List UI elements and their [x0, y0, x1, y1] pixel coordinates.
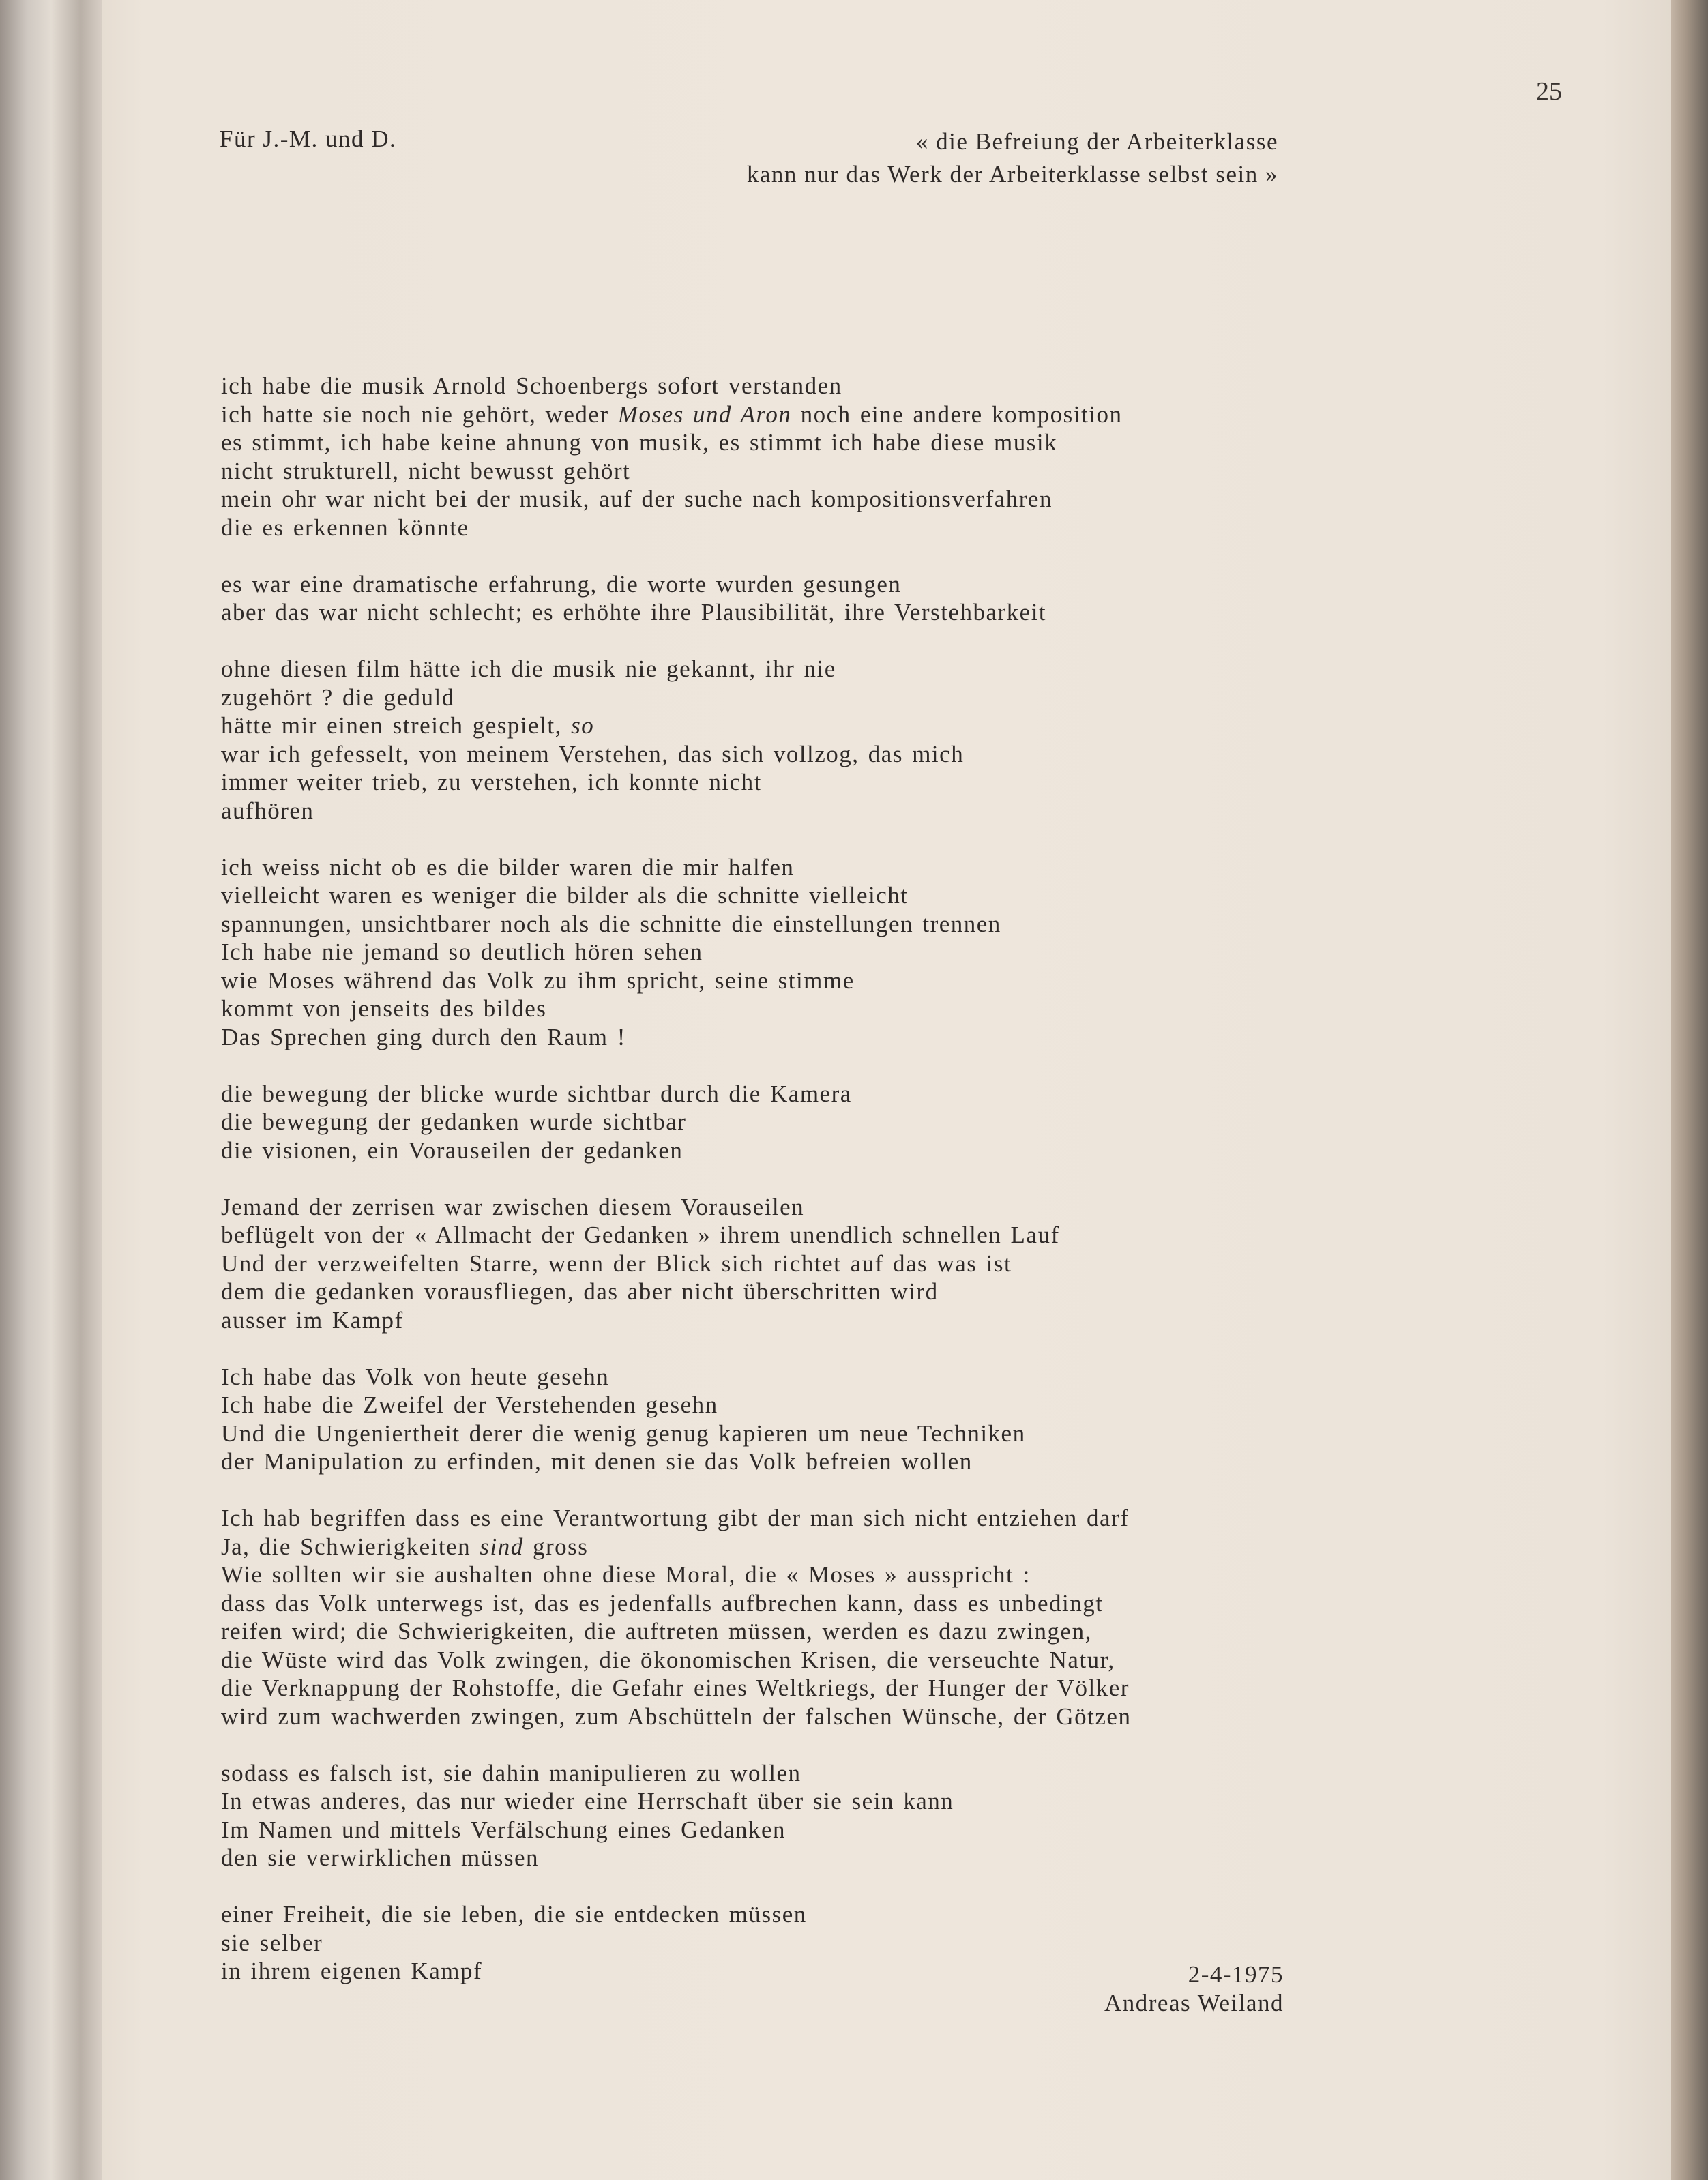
poem-line: zugehört ? die geduld [221, 683, 455, 711]
line-text: noch eine andere komposition [791, 400, 1123, 428]
poem-line: die Wüste wird das Volk zwingen, die ökonomischen Krisen, die verseuchte Natur, [221, 1646, 1115, 1673]
poem-line: reifen wird; die Schwierigkeiten, die auftreten müssen, werden es dazu zwingen, [221, 1618, 1092, 1645]
emphasis: sind [480, 1533, 524, 1560]
poem-line: die bewegung der blicke wurde sichtbar durch die Kamera [221, 1080, 852, 1107]
stanza [221, 1759, 1340, 1872]
poem-line: mein ohr war nicht bei der musik, auf der suche nach kompositionsverfahren [221, 486, 1052, 512]
work-title: Moses und Aron [617, 400, 792, 428]
poem-line: vielleicht waren es weniger die bilder als die schnitte vielleicht [221, 882, 909, 909]
poem-line [221, 711, 1340, 740]
poem-line: dass das Volk unterwegs ist, das es jedenfalls aufbrechen kann, dass es unbedingt [221, 1589, 1104, 1617]
poem-line: war ich gefesselt, von meinem Verstehen, das sich vollzog, das mich [221, 740, 965, 767]
stanza [221, 1504, 1340, 1730]
poem-line: es war eine dramatische erfahrung, die worte wurden gesungen [221, 570, 902, 598]
poem-date: 2-4-1975 [1188, 1961, 1284, 1988]
book-spine-shadow [0, 0, 102, 2180]
poem-line: Und die Ungeniertheit derer die wenig genug kapieren um neue Techniken [221, 1419, 1026, 1447]
poem-line: wird zum wachwerden zwingen, zum Abschütteln der falschen Wünsche, der Götzen [221, 1703, 1132, 1730]
line-text: hätte mir einen streich gespielt, [221, 712, 572, 739]
poem-line: die visionen, ein Vorauseilen der gedanken [221, 1136, 683, 1164]
poem-line: ich weiss nicht ob es die bilder waren die mir halfen [221, 853, 795, 881]
poem [221, 372, 1340, 2014]
poem-line: In etwas anderes, das nur wieder eine Herrschaft über sie sein kann [221, 1788, 954, 1814]
poem-line: Und der verzweifelten Starre, wenn der Blick sich richtet auf das was ist [221, 1250, 1012, 1277]
poem-line: einer Freiheit, die sie leben, die sie entdecken müssen [221, 1901, 807, 1928]
poem-line: ausser im Kampf [221, 1306, 404, 1334]
poem-line: ohne diesen film hätte ich die musik nie gekannt, ihr nie [221, 656, 836, 682]
poem-line: den sie verwirklichen müssen [221, 1844, 540, 1871]
poem-line: Ich habe die Zweifel der Verstehenden gesehn [221, 1391, 718, 1418]
poem-line: sie selber [221, 1929, 323, 1956]
poem-line: nicht strukturell, nicht bewusst gehört [221, 457, 631, 484]
poem-line: die Verknappung der Rohstoffe, die Gefahr eines Weltkriegs, der Hunger der Völker [221, 1675, 1130, 1701]
poem-line: Im Namen und mittels Verfälschung eines Gedanken [221, 1816, 786, 1843]
line-text: ich hatte sie noch nie gehört, weder [221, 400, 618, 428]
page-number: 25 [1536, 77, 1562, 106]
poem-line: der Manipulation zu erfinden, mit denen sie das Volk befreien wollen [221, 1448, 973, 1475]
author-name: Andreas Weiland [1104, 1990, 1284, 2016]
stanza [221, 1193, 1340, 1335]
poem-line: Ich habe nie jemand so deutlich hören sehen [221, 939, 703, 965]
poem-line: dem die gedanken vorausfliegen, das aber nicht überschritten wird [221, 1278, 939, 1305]
stanza [221, 570, 1340, 627]
dedication: Für J.-M. und D. [220, 126, 397, 152]
poem-line: sodass es falsch ist, sie dahin manipulieren zu wollen [221, 1759, 801, 1786]
stanza [221, 1080, 1340, 1165]
poem-line: aufhören [221, 797, 314, 824]
page-edge [1671, 0, 1708, 2180]
emphasis: so [571, 712, 595, 739]
poem-line: aber das war nicht schlecht; es erhöhte ihre Plausibilität, ihre Verstehbarkeit [221, 599, 1047, 625]
stanza [221, 1363, 1340, 1476]
stanza [221, 372, 1340, 542]
stanza [221, 853, 1340, 1052]
poem-line: wie Moses während das Volk zu ihm spricht, seine stimme [221, 967, 855, 994]
line-text: gross [523, 1533, 589, 1560]
poem-line: beflügelt von der « Allmacht der Gedanken » ihrem unendlich schnellen Lauf [221, 1222, 1060, 1248]
poem-line: kommt von jenseits des bildes [221, 995, 547, 1022]
epigraph-line: kann nur das Werk der Arbeiterklasse selbst sein » [746, 161, 1278, 188]
poem-line: Ich hab begriffen dass es eine Verantwortung gibt der man sich nicht entziehen darf [221, 1505, 1130, 1531]
poem-line: Das Sprechen ging durch den Raum ! [221, 1023, 626, 1050]
signature-block [1104, 1960, 1284, 2018]
poem-line: in ihrem eigenen Kampf [221, 1958, 483, 1984]
poem-line [221, 400, 1340, 429]
poem-line: die es erkennen könnte [221, 514, 469, 541]
poem-line: immer weiter trieb, zu verstehen, ich konnte nicht [221, 769, 762, 795]
poem-line [221, 1533, 1340, 1561]
poem-line: ich habe die musik Arnold Schoenbergs sofort verstanden [221, 372, 842, 399]
poem-line: Jemand der zerrisen war zwischen diesem Vorauseilen [221, 1193, 805, 1220]
epigraph-line: « die Befreiung der Arbeiterklasse [915, 128, 1278, 155]
poem-line: spannungen, unsichtbarer noch als die schnitte die einstellungen trennen [221, 910, 1001, 937]
epigraph [528, 126, 1278, 191]
poem-line: es stimmt, ich habe keine ahnung von musik, es stimmt ich habe diese musik [221, 429, 1058, 456]
line-text: Ja, die Schwierigkeiten [221, 1533, 480, 1560]
poem-line: Wie sollten wir sie aushalten ohne diese Moral, die « Moses » ausspricht : [221, 1561, 1031, 1588]
poem-line: die bewegung der gedanken wurde sichtbar [221, 1108, 687, 1135]
poem-line: Ich habe das Volk von heute gesehn [221, 1363, 610, 1390]
stanza [221, 655, 1340, 825]
